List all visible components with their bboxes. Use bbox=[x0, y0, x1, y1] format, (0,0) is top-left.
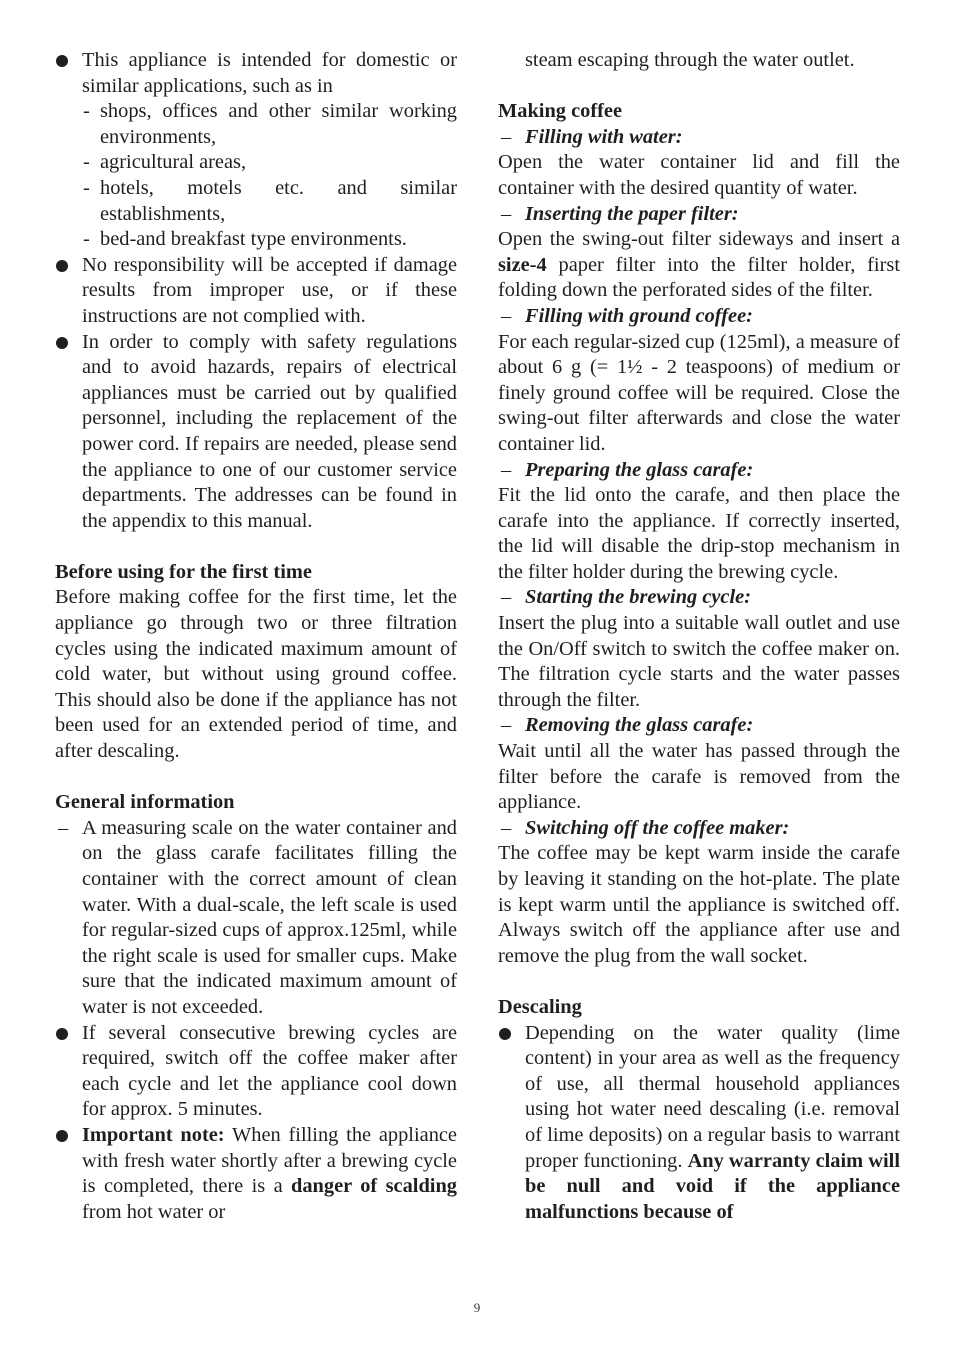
step-remove-title: – Removing the glass carafe: bbox=[498, 713, 900, 739]
bullet-dot-icon bbox=[56, 1028, 68, 1040]
hyphen-marker: - bbox=[83, 100, 90, 123]
bullet-descaling: Depending on the water quality (lime content) in your area as well as the frequency of use, all thermal household appliances using hot water need descaling (i.e. removal of lime deposits) on a regular basis to warrant proper functioning. Any warranty claim will be null and void if the appliance malfunctions because of bbox=[498, 1021, 900, 1226]
bullet-intended-use bbox=[55, 48, 457, 99]
step-filter-title: – Inserting the paper filter: bbox=[498, 202, 900, 228]
measuring-scale-item: – A measuring scale on the water container and on the glass carafe facilitates filling the container with the correct amount of clean water. With a dual-scale, the left scale is used for regular-sized cups of approx.125ml, while the right scale is used for smaller cups. Make sure that the indicated maximum amount of water is not exceeded. bbox=[58, 816, 457, 1018]
scalding-warning: danger of scalding bbox=[291, 1175, 457, 1198]
first-time-paragraph: Before making coffee for the first time, let the appliance go through two or three filtration cycles using the indicated maximum amount of cold water, but without using ground coffee. This should also be done if the appliance has not been used for an extended period of time, and after descaling. bbox=[55, 586, 457, 763]
step-carafe-title: – Preparing the glass carafe: bbox=[498, 458, 900, 484]
bullet-dot-icon bbox=[56, 55, 68, 67]
usage-item: - shops, offices and other similar working environments, bbox=[83, 100, 457, 148]
step-brew-text: Insert the plug into a suitable wall outlet and use the On/Off switch to switch the coffee maker on. The filtration cycle starts and the water passes through the filter. bbox=[498, 612, 900, 711]
intended-use-text: This appliance is intended for domestic or similar applications, such as in bbox=[82, 49, 457, 97]
making-coffee-heading: Making coffee bbox=[498, 100, 623, 123]
dash-marker: – bbox=[501, 304, 512, 327]
dash-marker: – bbox=[501, 202, 512, 225]
hyphen-marker: - bbox=[83, 151, 90, 174]
step-filter-text: Open the swing-out filter sideways and insert a size-4 paper filter into the filter holder, first folding down the perforated sides of the filter. bbox=[498, 228, 900, 302]
step-carafe-text: Fit the lid onto the carafe, and then place the carafe into the appliance. If correctly inserted, the lid will disable the drip-stop mechanism in the filter holder during the brewing cycle. bbox=[498, 484, 900, 583]
step-off-text: The coffee may be kept warm inside the carafe by leaving it standing on the hot-plate. The plate is kept warm until the appliance is switched off. Always switch off the appliance after use and remove the plug from the wall socket. bbox=[498, 842, 900, 967]
step-off-title: – Switching off the coffee maker: bbox=[498, 816, 900, 842]
warranty-warning: Any warranty claim will be null and void if the appliance malfunctions because of bbox=[525, 1149, 900, 1223]
first-time-heading: Before using for the first time bbox=[55, 560, 312, 583]
right-column bbox=[498, 48, 900, 1225]
filter-size: size-4 bbox=[498, 253, 547, 276]
step-ground-title: – Filling with ground coffee: bbox=[498, 304, 900, 330]
step-remove-text: Wait until all the water has passed through the filter before the carafe is removed from the appliance. bbox=[498, 740, 900, 814]
hyphen-marker: - bbox=[83, 228, 90, 251]
bullet-consecutive-cycles: If several consecutive brewing cycles are required, switch off the coffee maker after each cycle and let the appliance cool down for approx. 5 minutes. bbox=[55, 1021, 457, 1123]
bullet-important-note: Important note: When filling the appliance with fresh water shortly after a brewing cycle is completed, there is a danger of scalding from hot water or bbox=[55, 1123, 457, 1225]
dash-marker: – bbox=[501, 714, 512, 737]
dash-marker: – bbox=[501, 816, 512, 839]
usage-item: - agricultural areas, bbox=[55, 150, 457, 176]
general-info-heading: General information bbox=[55, 791, 235, 814]
dash-marker: – bbox=[501, 125, 512, 148]
bullet-dot-icon bbox=[56, 260, 68, 272]
important-note-label: Important note: bbox=[82, 1123, 225, 1146]
left-column bbox=[55, 48, 457, 1225]
dash-marker: – bbox=[501, 586, 512, 609]
bullet-dot-icon bbox=[56, 1130, 68, 1142]
bullet-dot-icon bbox=[56, 337, 68, 349]
dash-marker: – bbox=[501, 458, 512, 481]
dash-marker: – bbox=[58, 816, 69, 839]
page-number: 9 bbox=[473, 1300, 481, 1315]
bullet-dot-icon bbox=[499, 1028, 511, 1040]
usage-item: - bed-and breakfast type environments. bbox=[55, 227, 457, 253]
bullet-responsibility: No responsibility will be accepted if damage results from improper use, or if these instructions are not complied with. bbox=[55, 253, 457, 330]
step-ground-text: For each regular-sized cup (125ml), a measure of about 6 g (= 1½ - 2 teaspoons) of medium or finely ground coffee will be required. Close the swing-out filter afterwards and close the water container lid. bbox=[498, 330, 900, 455]
step-water-text: Open the water container lid and fill the container with the desired quantity of water. bbox=[498, 151, 900, 199]
step-water-title: – Filling with water: bbox=[498, 125, 900, 151]
hyphen-marker: - bbox=[83, 176, 90, 199]
steam-continuation: steam escaping through the water outlet. bbox=[525, 49, 855, 71]
usage-item: - hotels, motels etc. and similar establishments, bbox=[83, 176, 457, 225]
step-brew-title: – Starting the brewing cycle: bbox=[498, 585, 900, 611]
bullet-safety: In order to comply with safety regulations and to avoid hazards, repairs of electrical appliances must be carried out by qualified personnel, including the replacement of the power cord. If repairs are needed, please send the appliance to one of our customer service departments. The addresses can be found in the appendix to this manual. bbox=[55, 330, 457, 535]
descaling-heading: Descaling bbox=[498, 995, 582, 1018]
